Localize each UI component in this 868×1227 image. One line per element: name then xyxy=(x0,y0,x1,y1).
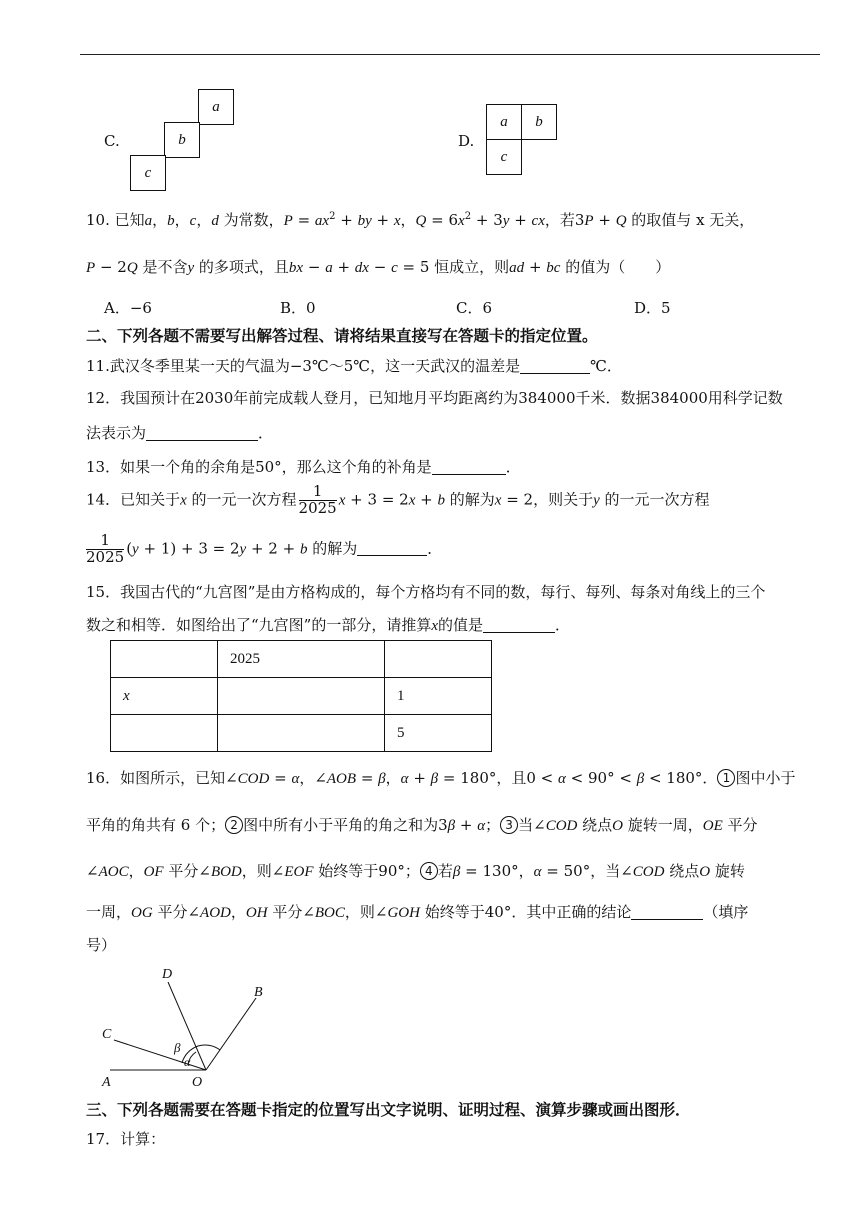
label-d: D xyxy=(162,967,173,982)
q16-line1: 16．如图所示，已知∠COD = α，∠AOB = β，α + β = 180°，且0 < α < 90° < β < 180°． 1 图中小于 xyxy=(86,769,796,787)
option-d-cell-b: b xyxy=(521,104,557,140)
label-a: A xyxy=(102,1075,111,1090)
q16-line4: 一周，OG 平分∠AOD，OH 平分∠BOC，则∠GOH 始终等于40°．其中正确的结论 （填序 xyxy=(86,903,749,921)
q10-line1: 10. 已知a，b，c，d 为常数，$P = ax^2$ + by + x，$Q = 6x^2 + 3y$ + cx，若3P + Q 的取值与 x 无关， xyxy=(86,211,755,229)
q13-text: 13．如果一个角的余角是50°，那么这个角的补角是 ． xyxy=(86,458,521,476)
q10-line2: P − 2Q 是不含y 的多项式，且bx − a + dx − c = 5 恒成立，则ad + bc 的值为（ ） xyxy=(86,258,671,276)
option-c-cell-a: a xyxy=(198,89,234,125)
q16-line5: 号） xyxy=(86,936,117,954)
grid-cell xyxy=(111,641,218,678)
label-beta: β xyxy=(174,1040,181,1055)
q12-line2: 法表示为 ． xyxy=(86,424,274,442)
label-b: B xyxy=(254,985,263,1000)
grid-cell: 2025 xyxy=(218,641,385,678)
header-rule xyxy=(80,54,820,55)
q10-option-c: C．6 xyxy=(456,299,493,317)
table-row xyxy=(111,715,492,752)
option-d-label: D. xyxy=(458,132,475,150)
q10-option-d: D．5 xyxy=(634,299,671,317)
option-d-cell-c: c xyxy=(486,139,522,175)
grid-cell: 5 xyxy=(385,715,492,752)
grid-cell xyxy=(218,715,385,752)
magic-square-table xyxy=(110,640,492,752)
section3-title: 三、下列各题需要在答题卡指定的位置写出文字说明、证明过程、演算步骤或画出图形． xyxy=(86,1101,691,1119)
table-row xyxy=(111,641,492,678)
option-c-cell-b: b xyxy=(164,122,200,158)
q14-line1: 14．已知关于x 的一元一次方程 $\frac{1}{2025}$ x + 3 = 2x + b 的解为x = 2，则关于y 的一元一次方程 xyxy=(86,482,710,517)
option-c-label: C. xyxy=(104,132,120,150)
q14-line2: $\frac{1}{2025}$ (y + 1) + 3 = 2y + 2 + b 的解为 ． xyxy=(86,531,443,566)
grid-cell xyxy=(218,678,385,715)
q17-text: 17．计算： xyxy=(86,1130,166,1148)
q15-line1: 15．我国古代的“九宫图”是由方格构成的，每个方格均有不同的数，每行、每列、每条对角线上的三个 xyxy=(86,583,766,601)
q10-option-a: A．−6 xyxy=(104,299,152,317)
q12-line1: 12．我国预计在2030年前完成载人登月，已知地月平均距离约为384000千米．数据384000用科学记数 xyxy=(86,389,783,407)
table-row xyxy=(111,678,492,715)
section2-title: 二、下列各题不需要写出解答过程、请将结果直接写在答题卡的指定位置。 xyxy=(86,327,598,345)
grid-cell xyxy=(111,715,218,752)
q15-line2: 数之和相等．如图给出了“九宫图”的一部分，请推算x的值是 ． xyxy=(86,616,571,634)
q10-option-b: B．0 xyxy=(280,299,316,317)
grid-cell: 1 xyxy=(385,678,492,715)
grid-cell xyxy=(385,641,492,678)
label-o: O xyxy=(192,1075,203,1090)
label-alpha: α xyxy=(184,1055,191,1069)
label-c: C xyxy=(102,1027,112,1042)
option-c-cell-c: c xyxy=(130,155,166,191)
q16-line3: ∠AOC，OF 平分∠BOD，则∠EOF 始终等于90°； 4 若β = 130°，α = 50°，当∠COD 绕点O 旋转 xyxy=(86,862,745,880)
ray-ob xyxy=(206,998,256,1070)
q16-line2: 平角的角共有 6 个； 2 图中所有小于平角的角之和为3β + α； 3 当∠COD 绕点O 旋转一周，OE 平分 xyxy=(86,816,758,834)
q11-text: 11.武汉冬季里某一天的气温为−3℃～5℃，这一天武汉的温差是 ℃． xyxy=(86,357,622,375)
angle-figure xyxy=(96,962,276,1090)
option-d-cell-a: a xyxy=(486,104,522,140)
grid-cell: x xyxy=(111,678,218,715)
